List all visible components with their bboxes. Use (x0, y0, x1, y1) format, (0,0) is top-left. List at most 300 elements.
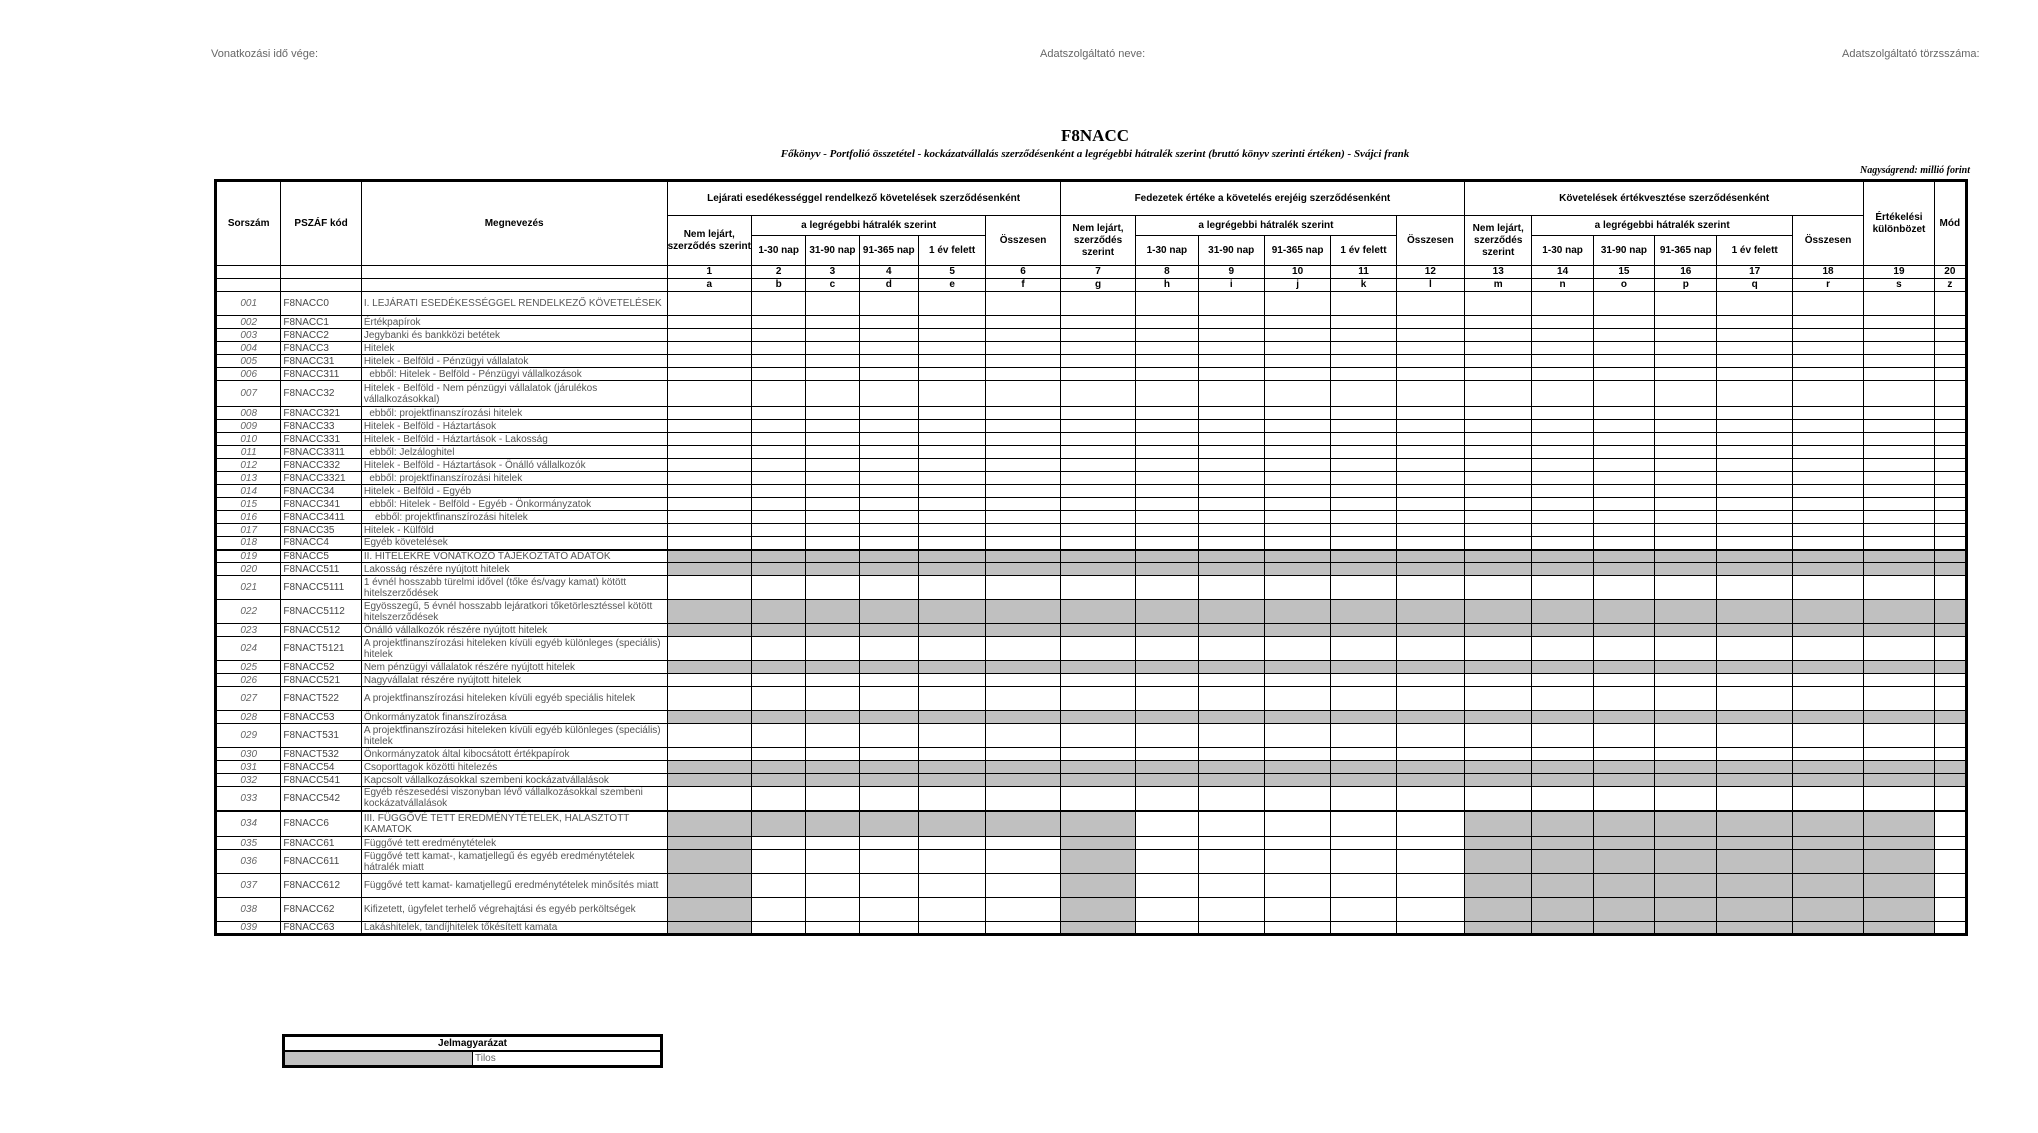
data-cell[interactable] (806, 407, 859, 420)
data-cell[interactable] (806, 381, 859, 407)
data-cell[interactable] (1792, 687, 1863, 711)
data-cell[interactable] (1717, 687, 1792, 711)
data-cell[interactable] (1593, 600, 1654, 624)
data-cell[interactable] (1934, 687, 1966, 711)
data-cell[interactable] (1792, 524, 1863, 537)
data-cell[interactable] (1864, 550, 1934, 563)
data-cell[interactable] (667, 787, 751, 811)
data-cell[interactable] (1934, 368, 1966, 381)
data-cell[interactable] (1934, 446, 1966, 459)
data-cell[interactable] (1532, 874, 1593, 898)
data-cell[interactable] (1717, 292, 1792, 316)
data-cell[interactable] (859, 811, 918, 837)
data-cell[interactable] (986, 433, 1060, 446)
data-cell[interactable] (1136, 292, 1198, 316)
data-cell[interactable] (1532, 850, 1593, 874)
data-cell[interactable] (1136, 368, 1198, 381)
data-cell[interactable] (806, 342, 859, 355)
data-cell[interactable] (859, 850, 918, 874)
data-cell[interactable] (1396, 787, 1464, 811)
data-cell[interactable] (1934, 433, 1966, 446)
data-cell[interactable] (667, 511, 751, 524)
data-cell[interactable] (1396, 748, 1464, 761)
data-cell[interactable] (1198, 661, 1264, 674)
data-cell[interactable] (1264, 446, 1330, 459)
data-cell[interactable] (1264, 922, 1330, 935)
data-cell[interactable] (1331, 316, 1396, 329)
data-cell[interactable] (1864, 498, 1934, 511)
data-cell[interactable] (1864, 368, 1934, 381)
data-cell[interactable] (1717, 355, 1792, 368)
data-cell[interactable] (1136, 637, 1198, 661)
data-cell[interactable] (859, 420, 918, 433)
data-cell[interactable] (1593, 342, 1654, 355)
data-cell[interactable] (1465, 485, 1532, 498)
data-cell[interactable] (1465, 624, 1532, 637)
data-cell[interactable] (1934, 420, 1966, 433)
data-cell[interactable] (1264, 811, 1330, 837)
data-cell[interactable] (1198, 774, 1264, 787)
data-cell[interactable] (1198, 329, 1264, 342)
data-cell[interactable] (1792, 472, 1863, 485)
data-cell[interactable] (1532, 624, 1593, 637)
data-cell[interactable] (667, 433, 751, 446)
data-cell[interactable] (1136, 761, 1198, 774)
data-cell[interactable] (1396, 292, 1464, 316)
data-cell[interactable] (859, 433, 918, 446)
data-cell[interactable] (1655, 811, 1717, 837)
data-cell[interactable] (918, 368, 985, 381)
data-cell[interactable] (1198, 368, 1264, 381)
data-cell[interactable] (1593, 355, 1654, 368)
data-cell[interactable] (1655, 537, 1717, 550)
data-cell[interactable] (918, 524, 985, 537)
data-cell[interactable] (1465, 459, 1532, 472)
data-cell[interactable] (859, 407, 918, 420)
data-cell[interactable] (1136, 355, 1198, 368)
data-cell[interactable] (1198, 342, 1264, 355)
data-cell[interactable] (1655, 355, 1717, 368)
data-cell[interactable] (1792, 811, 1863, 837)
data-cell[interactable] (1593, 687, 1654, 711)
data-cell[interactable] (986, 292, 1060, 316)
data-cell[interactable] (1792, 420, 1863, 433)
data-cell[interactable] (1934, 922, 1966, 935)
data-cell[interactable] (918, 874, 985, 898)
data-cell[interactable] (986, 459, 1060, 472)
data-cell[interactable] (1136, 316, 1198, 329)
data-cell[interactable] (1792, 922, 1863, 935)
data-cell[interactable] (1264, 637, 1330, 661)
data-cell[interactable] (1532, 498, 1593, 511)
data-cell[interactable] (1331, 292, 1396, 316)
data-cell[interactable] (752, 711, 806, 724)
data-cell[interactable] (667, 922, 751, 935)
data-cell[interactable] (1532, 922, 1593, 935)
data-cell[interactable] (918, 837, 985, 850)
data-cell[interactable] (1717, 637, 1792, 661)
data-cell[interactable] (1593, 748, 1654, 761)
data-cell[interactable] (1264, 624, 1330, 637)
data-cell[interactable] (986, 600, 1060, 624)
data-cell[interactable] (1198, 292, 1264, 316)
data-cell[interactable] (1136, 624, 1198, 637)
data-cell[interactable] (1264, 368, 1330, 381)
data-cell[interactable] (1264, 459, 1330, 472)
data-cell[interactable] (1060, 661, 1135, 674)
data-cell[interactable] (859, 368, 918, 381)
data-cell[interactable] (1198, 787, 1264, 811)
data-cell[interactable] (1717, 787, 1792, 811)
data-cell[interactable] (1792, 368, 1863, 381)
data-cell[interactable] (986, 837, 1060, 850)
data-cell[interactable] (752, 524, 806, 537)
data-cell[interactable] (1792, 550, 1863, 563)
data-cell[interactable] (1655, 459, 1717, 472)
data-cell[interactable] (1465, 774, 1532, 787)
data-cell[interactable] (918, 433, 985, 446)
data-cell[interactable] (1060, 674, 1135, 687)
data-cell[interactable] (1396, 624, 1464, 637)
data-cell[interactable] (1593, 498, 1654, 511)
data-cell[interactable] (1655, 687, 1717, 711)
data-cell[interactable] (1593, 837, 1654, 850)
data-cell[interactable] (1264, 511, 1330, 524)
data-cell[interactable] (752, 498, 806, 511)
data-cell[interactable] (1864, 433, 1934, 446)
data-cell[interactable] (859, 550, 918, 563)
data-cell[interactable] (1532, 761, 1593, 774)
data-cell[interactable] (806, 292, 859, 316)
data-cell[interactable] (1655, 316, 1717, 329)
data-cell[interactable] (1264, 563, 1330, 576)
data-cell[interactable] (986, 661, 1060, 674)
data-cell[interactable] (1331, 563, 1396, 576)
data-cell[interactable] (752, 687, 806, 711)
data-cell[interactable] (1593, 472, 1654, 485)
data-cell[interactable] (1934, 837, 1966, 850)
data-cell[interactable] (1465, 922, 1532, 935)
data-cell[interactable] (1136, 511, 1198, 524)
data-cell[interactable] (806, 748, 859, 761)
data-cell[interactable] (1792, 563, 1863, 576)
data-cell[interactable] (1396, 511, 1464, 524)
data-cell[interactable] (1060, 342, 1135, 355)
data-cell[interactable] (1655, 407, 1717, 420)
data-cell[interactable] (1060, 724, 1135, 748)
data-cell[interactable] (859, 687, 918, 711)
data-cell[interactable] (1593, 420, 1654, 433)
data-cell[interactable] (1792, 774, 1863, 787)
data-cell[interactable] (1593, 537, 1654, 550)
data-cell[interactable] (859, 637, 918, 661)
data-cell[interactable] (1060, 329, 1135, 342)
data-cell[interactable] (1792, 576, 1863, 600)
data-cell[interactable] (859, 563, 918, 576)
data-cell[interactable] (986, 446, 1060, 459)
data-cell[interactable] (1655, 837, 1717, 850)
data-cell[interactable] (1655, 600, 1717, 624)
data-cell[interactable] (1264, 748, 1330, 761)
data-cell[interactable] (667, 711, 751, 724)
data-cell[interactable] (1136, 407, 1198, 420)
data-cell[interactable] (667, 485, 751, 498)
data-cell[interactable] (918, 761, 985, 774)
data-cell[interactable] (1864, 381, 1934, 407)
data-cell[interactable] (1060, 576, 1135, 600)
data-cell[interactable] (1060, 874, 1135, 898)
data-cell[interactable] (986, 472, 1060, 485)
data-cell[interactable] (1655, 498, 1717, 511)
data-cell[interactable] (1717, 922, 1792, 935)
data-cell[interactable] (1655, 368, 1717, 381)
data-cell[interactable] (667, 537, 751, 550)
data-cell[interactable] (1864, 637, 1934, 661)
data-cell[interactable] (667, 329, 751, 342)
data-cell[interactable] (1792, 433, 1863, 446)
data-cell[interactable] (806, 459, 859, 472)
data-cell[interactable] (752, 381, 806, 407)
data-cell[interactable] (1264, 550, 1330, 563)
data-cell[interactable] (1198, 761, 1264, 774)
data-cell[interactable] (1465, 811, 1532, 837)
data-cell[interactable] (1934, 748, 1966, 761)
data-cell[interactable] (1532, 563, 1593, 576)
data-cell[interactable] (1198, 637, 1264, 661)
data-cell[interactable] (1655, 381, 1717, 407)
data-cell[interactable] (1060, 550, 1135, 563)
data-cell[interactable] (1136, 550, 1198, 563)
data-cell[interactable] (859, 600, 918, 624)
data-cell[interactable] (1331, 898, 1396, 922)
data-cell[interactable] (859, 329, 918, 342)
data-cell[interactable] (1593, 774, 1654, 787)
data-cell[interactable] (1060, 446, 1135, 459)
data-cell[interactable] (1136, 711, 1198, 724)
data-cell[interactable] (1792, 355, 1863, 368)
data-cell[interactable] (859, 524, 918, 537)
data-cell[interactable] (1593, 459, 1654, 472)
data-cell[interactable] (1792, 485, 1863, 498)
data-cell[interactable] (1396, 550, 1464, 563)
data-cell[interactable] (1465, 661, 1532, 674)
data-cell[interactable] (752, 420, 806, 433)
data-cell[interactable] (1331, 407, 1396, 420)
data-cell[interactable] (1136, 674, 1198, 687)
data-cell[interactable] (1060, 511, 1135, 524)
data-cell[interactable] (1792, 446, 1863, 459)
data-cell[interactable] (667, 407, 751, 420)
data-cell[interactable] (918, 316, 985, 329)
data-cell[interactable] (1532, 837, 1593, 850)
data-cell[interactable] (667, 498, 751, 511)
data-cell[interactable] (1864, 850, 1934, 874)
data-cell[interactable] (806, 761, 859, 774)
data-cell[interactable] (1198, 537, 1264, 550)
data-cell[interactable] (1136, 485, 1198, 498)
data-cell[interactable] (1264, 433, 1330, 446)
data-cell[interactable] (752, 637, 806, 661)
data-cell[interactable] (1136, 498, 1198, 511)
data-cell[interactable] (806, 329, 859, 342)
data-cell[interactable] (918, 498, 985, 511)
data-cell[interactable] (1198, 316, 1264, 329)
data-cell[interactable] (1465, 342, 1532, 355)
data-cell[interactable] (1934, 329, 1966, 342)
data-cell[interactable] (1593, 485, 1654, 498)
data-cell[interactable] (1264, 711, 1330, 724)
data-cell[interactable] (1396, 446, 1464, 459)
data-cell[interactable] (1331, 537, 1396, 550)
data-cell[interactable] (1396, 674, 1464, 687)
data-cell[interactable] (1934, 524, 1966, 537)
data-cell[interactable] (859, 837, 918, 850)
data-cell[interactable] (1934, 674, 1966, 687)
data-cell[interactable] (1136, 576, 1198, 600)
data-cell[interactable] (1198, 898, 1264, 922)
data-cell[interactable] (1465, 674, 1532, 687)
data-cell[interactable] (986, 874, 1060, 898)
data-cell[interactable] (1864, 787, 1934, 811)
data-cell[interactable] (986, 550, 1060, 563)
data-cell[interactable] (1198, 687, 1264, 711)
data-cell[interactable] (1934, 292, 1966, 316)
data-cell[interactable] (1331, 811, 1396, 837)
data-cell[interactable] (1532, 329, 1593, 342)
data-cell[interactable] (1465, 637, 1532, 661)
data-cell[interactable] (1864, 811, 1934, 837)
data-cell[interactable] (806, 687, 859, 711)
data-cell[interactable] (1532, 661, 1593, 674)
data-cell[interactable] (1864, 342, 1934, 355)
data-cell[interactable] (1465, 563, 1532, 576)
data-cell[interactable] (859, 874, 918, 898)
data-cell[interactable] (986, 368, 1060, 381)
data-cell[interactable] (1198, 576, 1264, 600)
data-cell[interactable] (1864, 446, 1934, 459)
data-cell[interactable] (1396, 600, 1464, 624)
data-cell[interactable] (859, 485, 918, 498)
data-cell[interactable] (986, 724, 1060, 748)
data-cell[interactable] (1198, 748, 1264, 761)
data-cell[interactable] (1396, 459, 1464, 472)
data-cell[interactable] (806, 837, 859, 850)
data-cell[interactable] (1465, 472, 1532, 485)
data-cell[interactable] (918, 850, 985, 874)
data-cell[interactable] (1532, 420, 1593, 433)
data-cell[interactable] (1934, 381, 1966, 407)
data-cell[interactable] (1396, 498, 1464, 511)
data-cell[interactable] (1264, 576, 1330, 600)
data-cell[interactable] (1864, 600, 1934, 624)
data-cell[interactable] (1060, 368, 1135, 381)
data-cell[interactable] (1864, 624, 1934, 637)
data-cell[interactable] (1717, 711, 1792, 724)
data-cell[interactable] (806, 524, 859, 537)
data-cell[interactable] (1532, 550, 1593, 563)
data-cell[interactable] (1331, 485, 1396, 498)
data-cell[interactable] (1655, 674, 1717, 687)
data-cell[interactable] (1264, 292, 1330, 316)
data-cell[interactable] (1864, 485, 1934, 498)
data-cell[interactable] (1792, 381, 1863, 407)
data-cell[interactable] (1864, 774, 1934, 787)
data-cell[interactable] (1465, 576, 1532, 600)
data-cell[interactable] (1264, 316, 1330, 329)
data-cell[interactable] (1198, 485, 1264, 498)
data-cell[interactable] (1060, 355, 1135, 368)
data-cell[interactable] (1864, 537, 1934, 550)
data-cell[interactable] (1136, 724, 1198, 748)
data-cell[interactable] (1136, 600, 1198, 624)
data-cell[interactable] (1198, 524, 1264, 537)
data-cell[interactable] (1792, 661, 1863, 674)
data-cell[interactable] (752, 433, 806, 446)
data-cell[interactable] (986, 850, 1060, 874)
data-cell[interactable] (1934, 637, 1966, 661)
data-cell[interactable] (1717, 600, 1792, 624)
data-cell[interactable] (1396, 724, 1464, 748)
data-cell[interactable] (1717, 329, 1792, 342)
data-cell[interactable] (986, 485, 1060, 498)
data-cell[interactable] (1465, 368, 1532, 381)
data-cell[interactable] (986, 674, 1060, 687)
data-cell[interactable] (1864, 922, 1934, 935)
data-cell[interactable] (1934, 774, 1966, 787)
data-cell[interactable] (986, 511, 1060, 524)
data-cell[interactable] (1655, 624, 1717, 637)
data-cell[interactable] (1593, 811, 1654, 837)
data-cell[interactable] (1593, 368, 1654, 381)
data-cell[interactable] (918, 550, 985, 563)
data-cell[interactable] (752, 511, 806, 524)
data-cell[interactable] (1717, 874, 1792, 898)
data-cell[interactable] (859, 787, 918, 811)
data-cell[interactable] (1465, 511, 1532, 524)
data-cell[interactable] (1264, 355, 1330, 368)
data-cell[interactable] (1717, 898, 1792, 922)
data-cell[interactable] (1717, 511, 1792, 524)
data-cell[interactable] (1060, 472, 1135, 485)
data-cell[interactable] (1396, 433, 1464, 446)
data-cell[interactable] (806, 600, 859, 624)
data-cell[interactable] (1532, 342, 1593, 355)
data-cell[interactable] (1264, 787, 1330, 811)
data-cell[interactable] (1331, 420, 1396, 433)
data-cell[interactable] (918, 661, 985, 674)
data-cell[interactable] (1864, 874, 1934, 898)
data-cell[interactable] (1934, 898, 1966, 922)
data-cell[interactable] (1864, 511, 1934, 524)
data-cell[interactable] (918, 355, 985, 368)
data-cell[interactable] (1060, 563, 1135, 576)
data-cell[interactable] (1532, 724, 1593, 748)
data-cell[interactable] (918, 637, 985, 661)
data-cell[interactable] (806, 316, 859, 329)
data-cell[interactable] (1532, 774, 1593, 787)
data-cell[interactable] (986, 407, 1060, 420)
data-cell[interactable] (1060, 898, 1135, 922)
data-cell[interactable] (1198, 711, 1264, 724)
data-cell[interactable] (1396, 576, 1464, 600)
data-cell[interactable] (1396, 774, 1464, 787)
data-cell[interactable] (1934, 811, 1966, 837)
data-cell[interactable] (1717, 407, 1792, 420)
data-cell[interactable] (1136, 922, 1198, 935)
data-cell[interactable] (806, 446, 859, 459)
data-cell[interactable] (859, 711, 918, 724)
data-cell[interactable] (1792, 600, 1863, 624)
